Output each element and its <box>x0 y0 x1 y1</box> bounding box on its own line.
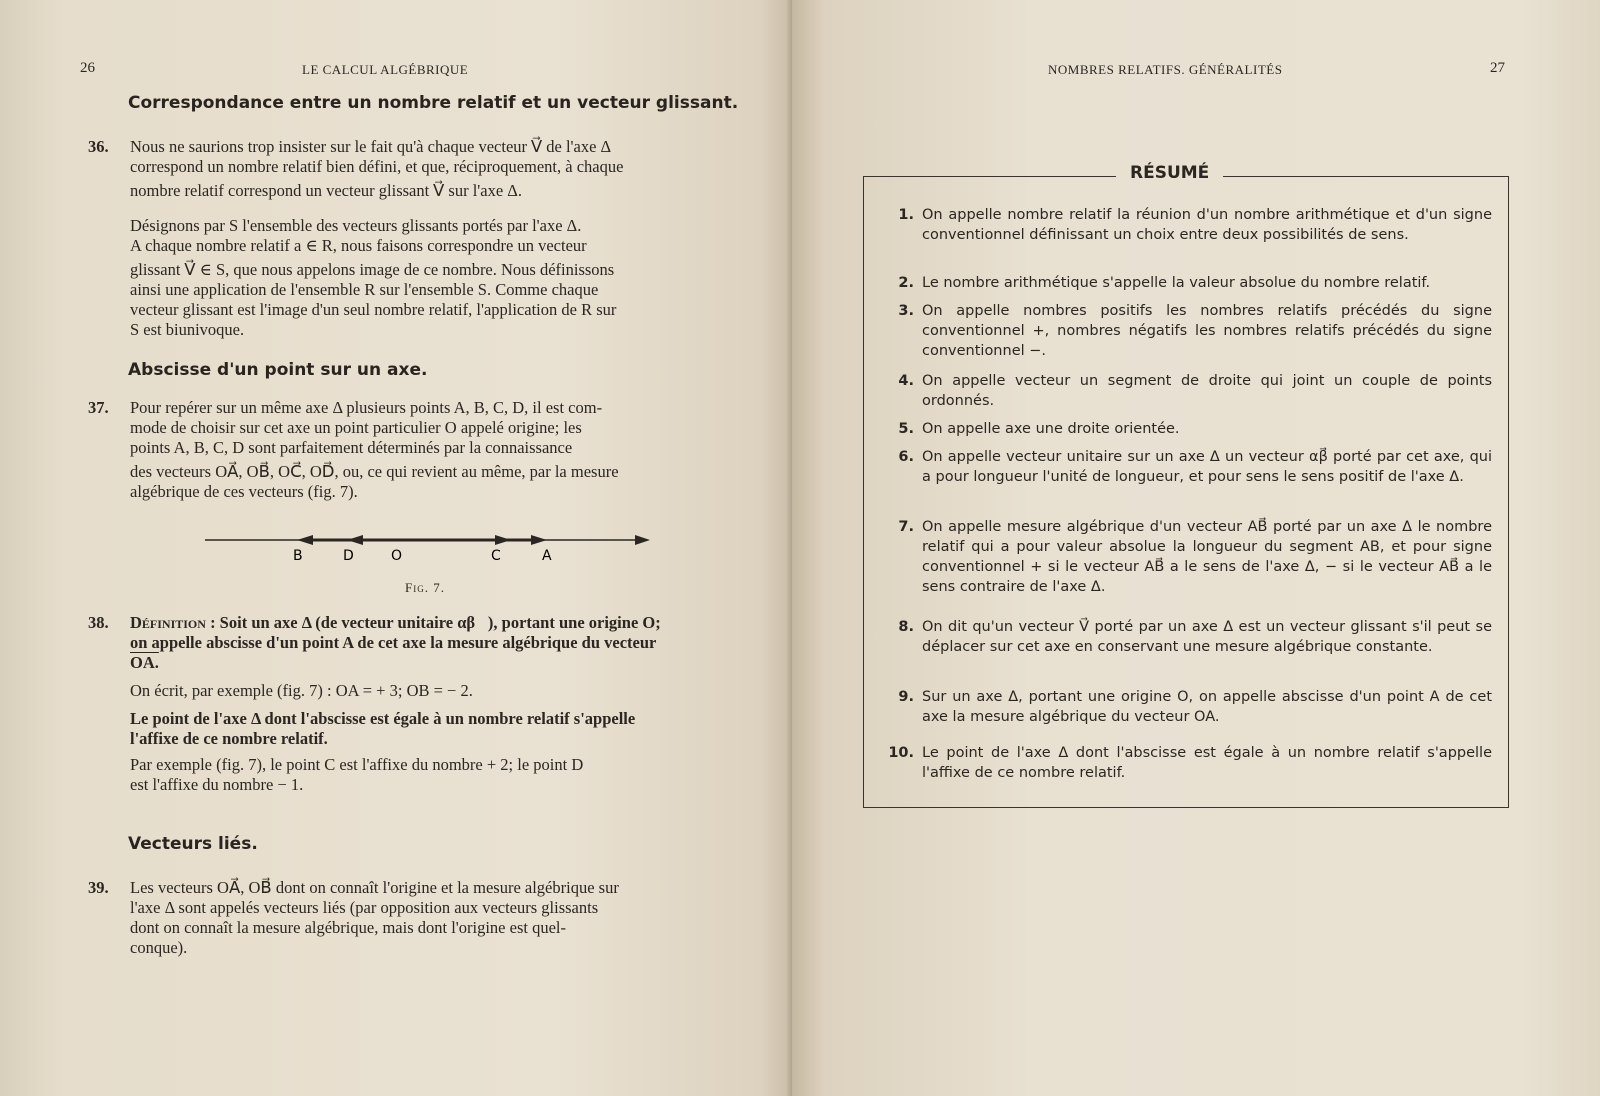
p39-line4: conque). <box>130 938 188 957</box>
p38-line2: on appelle abscisse d'un point A de cet axe la mesure algébrique du vecteur <box>130 633 657 652</box>
figure-7-axis <box>205 535 665 575</box>
p36-line3: nombre relatif correspond un vecteur glissant V⃗ sur l'axe Δ. <box>130 181 523 200</box>
p39-line2: l'axe Δ sont appelés vecteurs liés (par opposition aux vecteurs glissants <box>130 898 599 917</box>
p37-line2: mode de choisir sur cet axe un point particulier O appelé origine; les <box>130 418 582 437</box>
fig-label-b: B <box>293 548 303 564</box>
p36b-line4: ainsi une application de l'ensemble R sur l'ensemble S. Comme chaque <box>130 280 599 299</box>
left-page <box>0 0 792 1096</box>
resume-item-number: 8. <box>898 619 914 635</box>
arrow-oa <box>531 535 547 545</box>
p37-line1: Pour repérer sur un même axe Δ plusieurs points A, B, C, D, il est com- <box>130 398 603 417</box>
p36b-line3: glissant V⃗ ∈ S, que nous appelons image de ce nombre. Nous définissons <box>130 260 615 279</box>
p38-line4: On écrit, par exemple (fig. 7) : OA = + 3; OB = − 2. <box>130 681 473 700</box>
resume-item-text: On appelle vecteur un segment de droite qui joint un couple de points ordonnés. <box>922 373 1492 409</box>
arrow-od <box>347 535 363 545</box>
p36b-line1: Désignons par S l'ensemble des vecteurs glissants portés par l'axe Δ. <box>130 216 582 235</box>
resume-item-4 <box>888 371 1492 411</box>
p39-line1: Les vecteurs OA⃗, OB⃗ dont on connaît l'origine et la mesure algébrique sur <box>130 878 619 897</box>
resume-item-6 <box>888 447 1492 507</box>
paragraph-39 <box>130 878 718 958</box>
resume-item-number: 5. <box>898 421 914 437</box>
p38-line3: OA. <box>130 653 159 672</box>
resume-item-number: 2. <box>898 275 914 291</box>
section-title-abscisse: Abscisse d'un point sur un axe. <box>128 360 428 380</box>
p36b-line6: S est biunivoque. <box>130 320 245 339</box>
resume-item-number: 4. <box>898 373 914 389</box>
resume-item-2 <box>888 273 1488 295</box>
p37-line5: algébrique de ces vecteurs (fig. 7). <box>130 482 358 501</box>
fig-label-o: O <box>391 548 403 564</box>
definition-label: Définition <box>130 613 206 632</box>
resume-title: RÉSUMÉ <box>1116 163 1223 183</box>
axis-arrowhead <box>635 535 650 545</box>
resume-item-number: 9. <box>898 689 914 705</box>
p38-line1: : Soit un axe Δ (de vecteur unitaire αβ⃗), portant une origine O; <box>205 613 661 632</box>
resume-item-number: 1. <box>898 207 914 223</box>
resume-item-text: On appelle axe une droite orientée. <box>922 421 1180 437</box>
resume-item-text: On appelle nombres positifs les nombres relatifs précédés du signe conventionnel +, nombres négatifs les nombres relatifs précédés du signe conventionnel −. <box>922 303 1492 359</box>
resume-item-text: Le point de l'axe Δ dont l'abscisse est égale à un nombre relatif s'appelle l'affixe de ce nombre relatif. <box>922 745 1492 781</box>
paragraph-number-37: 37. <box>88 398 109 417</box>
p38-line8: est l'affixe du nombre − 1. <box>130 775 304 794</box>
p37-line4: des vecteurs OA⃗, OB⃗, OC⃗, OD⃗, ou, ce qui revient au même, par la mesure <box>130 462 619 481</box>
paragraph-36-continued <box>130 216 718 340</box>
resume-item-text: On dit qu'un vecteur V⃗ porté par un axe Δ est un vecteur glissant s'il peut se déplacer sur cet axe en conservant une mesure algébrique constante. <box>922 619 1492 655</box>
section-title-correspondance: Correspondance entre un nombre relatif et un vecteur glissant. <box>128 93 739 113</box>
section-title-vecteurs-lies: Vecteurs liés. <box>128 834 258 854</box>
paragraph-36 <box>130 137 718 201</box>
resume-item-text: Le nombre arithmétique s'appelle la valeur absolue du nombre relatif. <box>922 275 1431 291</box>
fig-label-a: A <box>542 548 552 564</box>
arrow-ob <box>297 535 313 545</box>
resume-item-number: 7. <box>898 519 914 535</box>
paragraph-37 <box>130 398 718 502</box>
p38-line6: l'affixe de ce nombre relatif. <box>130 729 328 748</box>
resume-item-7 <box>888 517 1492 601</box>
p38-line5: Le point de l'axe Δ dont l'abscisse est égale à un nombre relatif s'appelle <box>130 709 636 728</box>
running-head-right: NOMBRES RELATIFS. GÉNÉRALITÉS <box>1048 62 1283 77</box>
paragraph-number-36: 36. <box>88 137 109 156</box>
resume-item-number: 6. <box>898 449 914 465</box>
page-number-left: 26 <box>80 60 95 76</box>
resume-item-text: Sur un axe Δ, portant une origine O, on appelle abscisse d'un point A de cet axe la mesure algébrique du vecteur OA. <box>922 689 1492 725</box>
p36-line1: Nous ne saurions trop insister sur le fait qu'à chaque vecteur V⃗ de l'axe Δ <box>130 137 612 156</box>
paragraph-number-38: 38. <box>88 613 109 632</box>
resume-item-10 <box>888 743 1492 783</box>
figure-caption: Fig. 7. <box>405 580 445 595</box>
resume-item-9 <box>888 687 1492 727</box>
resume-item-text: On appelle mesure algébrique d'un vecteur AB⃗ porté par un axe Δ le nombre relatif qui a pour valeur absolue la longueur du segment AB, et pour signe conventionnel + si le vecteur AB⃗ a le sens de l'axe Δ, − si le vecteur AB⃗ a le sens contraire de l'axe Δ. <box>922 519 1492 595</box>
paragraph-38 <box>130 613 718 795</box>
running-head-left: LE CALCUL ALGÉBRIQUE <box>302 62 469 77</box>
arrow-oc <box>495 535 511 545</box>
p36b-line2: A chaque nombre relatif a ∈ R, nous faisons correspondre un vecteur <box>130 236 587 255</box>
fig-label-d: D <box>343 548 354 564</box>
resume-item-5 <box>888 419 1488 441</box>
resume-item-1 <box>888 205 1492 265</box>
paragraph-number-39: 39. <box>88 878 109 897</box>
resume-item-text: On appelle vecteur unitaire sur un axe Δ un vecteur αβ⃗ porté par cet axe, qui a pour longueur l'unité de longueur, et pour sens le sens positif de l'axe Δ. <box>922 449 1492 485</box>
p36-line2: correspond un nombre relatif bien défini, et que, réciproquement, à chaque <box>130 157 624 176</box>
resume-item-3 <box>888 301 1492 361</box>
resume-item-number: 10. <box>888 745 914 761</box>
p37-line3: points A, B, C, D sont parfaitement déterminés par la connaissance <box>130 438 573 457</box>
p36b-line5: vecteur glissant est l'image d'un seul nombre relatif, l'application de R sur <box>130 300 617 319</box>
page-number-right: 27 <box>1490 60 1505 76</box>
resume-item-8 <box>888 617 1492 677</box>
resume-item-text: On appelle nombre relatif la réunion d'un nombre arithmétique et d'un signe conventionnel définissant un choix entre deux possibilités de sens. <box>922 207 1492 243</box>
resume-item-number: 3. <box>898 303 914 319</box>
fig-label-c: C <box>491 548 501 564</box>
p39-line3: dont on connaît la mesure algébrique, mais dont l'origine est quel- <box>130 918 566 937</box>
p38-line7: Par exemple (fig. 7), le point C est l'affixe du nombre + 2; le point D <box>130 755 584 774</box>
